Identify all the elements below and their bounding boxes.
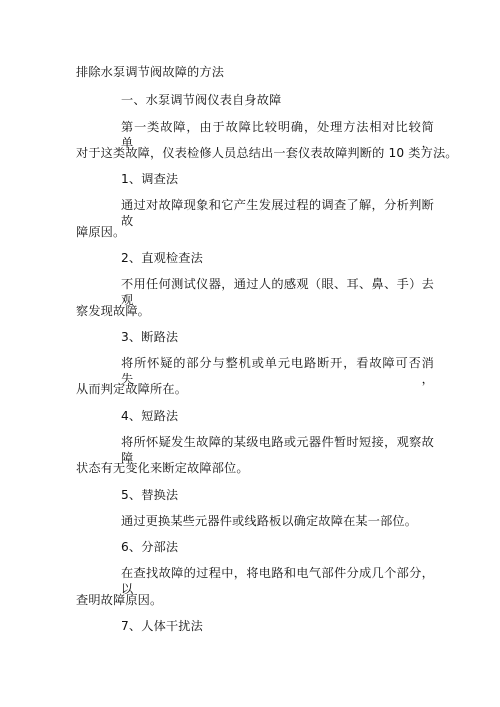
method-heading: 1、调查法 [121, 172, 179, 186]
document-title: 排除水泵调节阀故障的方法 [76, 65, 225, 79]
section-heading: 一、水泵调节阀仪表自身故障 [121, 93, 282, 107]
intro-paragraph-line-2: 对于这类故障，仪表检修人员总结出一套仪表故障判断的 10 类方法。 [76, 146, 458, 160]
method-heading: 6、分部法 [121, 540, 179, 554]
method-description-line-1: 通过更换某些元器件或线路板以确定故障在某一部位。 [121, 514, 418, 528]
method-description-line-2: 查明故障原因。 [76, 593, 163, 607]
method-heading: 7、人体干扰法 [121, 619, 203, 633]
method-heading: 4、短路法 [121, 409, 179, 423]
method-description-line-1: 通过对故障现象和它产生发展过程的调查了解，分析判断故 [121, 198, 434, 228]
method-description-line-1: 不用任何测试仪器，通过人的感观（眼、耳、鼻、手）去观 [121, 277, 434, 307]
method-heading: 3、断路法 [121, 330, 179, 344]
method-description-line-1: 将所怀疑发生故障的某级电路或元器件暂时短接，观察故障 [121, 435, 434, 465]
method-description-line-2: 障原因。 [76, 225, 126, 239]
method-description-line-2: 状态有无变化来断定故障部位。 [76, 461, 249, 475]
method-heading: 2、直观检查法 [121, 251, 203, 265]
method-heading: 5、替换法 [121, 488, 179, 502]
method-description-line-1: 将所怀疑的部分与整机或单元电路断开，看故障可否消失， [121, 356, 434, 386]
method-description-line-1: 在查找故障的过程中，将电路和电气部件分成几个部分，以 [121, 566, 434, 596]
method-description-line-2: 察发现故障。 [76, 304, 151, 318]
intro-paragraph-line-1: 第一类故障，由于故障比较明确，处理方法相对比较简单， [121, 120, 434, 150]
method-description-line-2: 从而判定故障所在。 [76, 382, 188, 396]
